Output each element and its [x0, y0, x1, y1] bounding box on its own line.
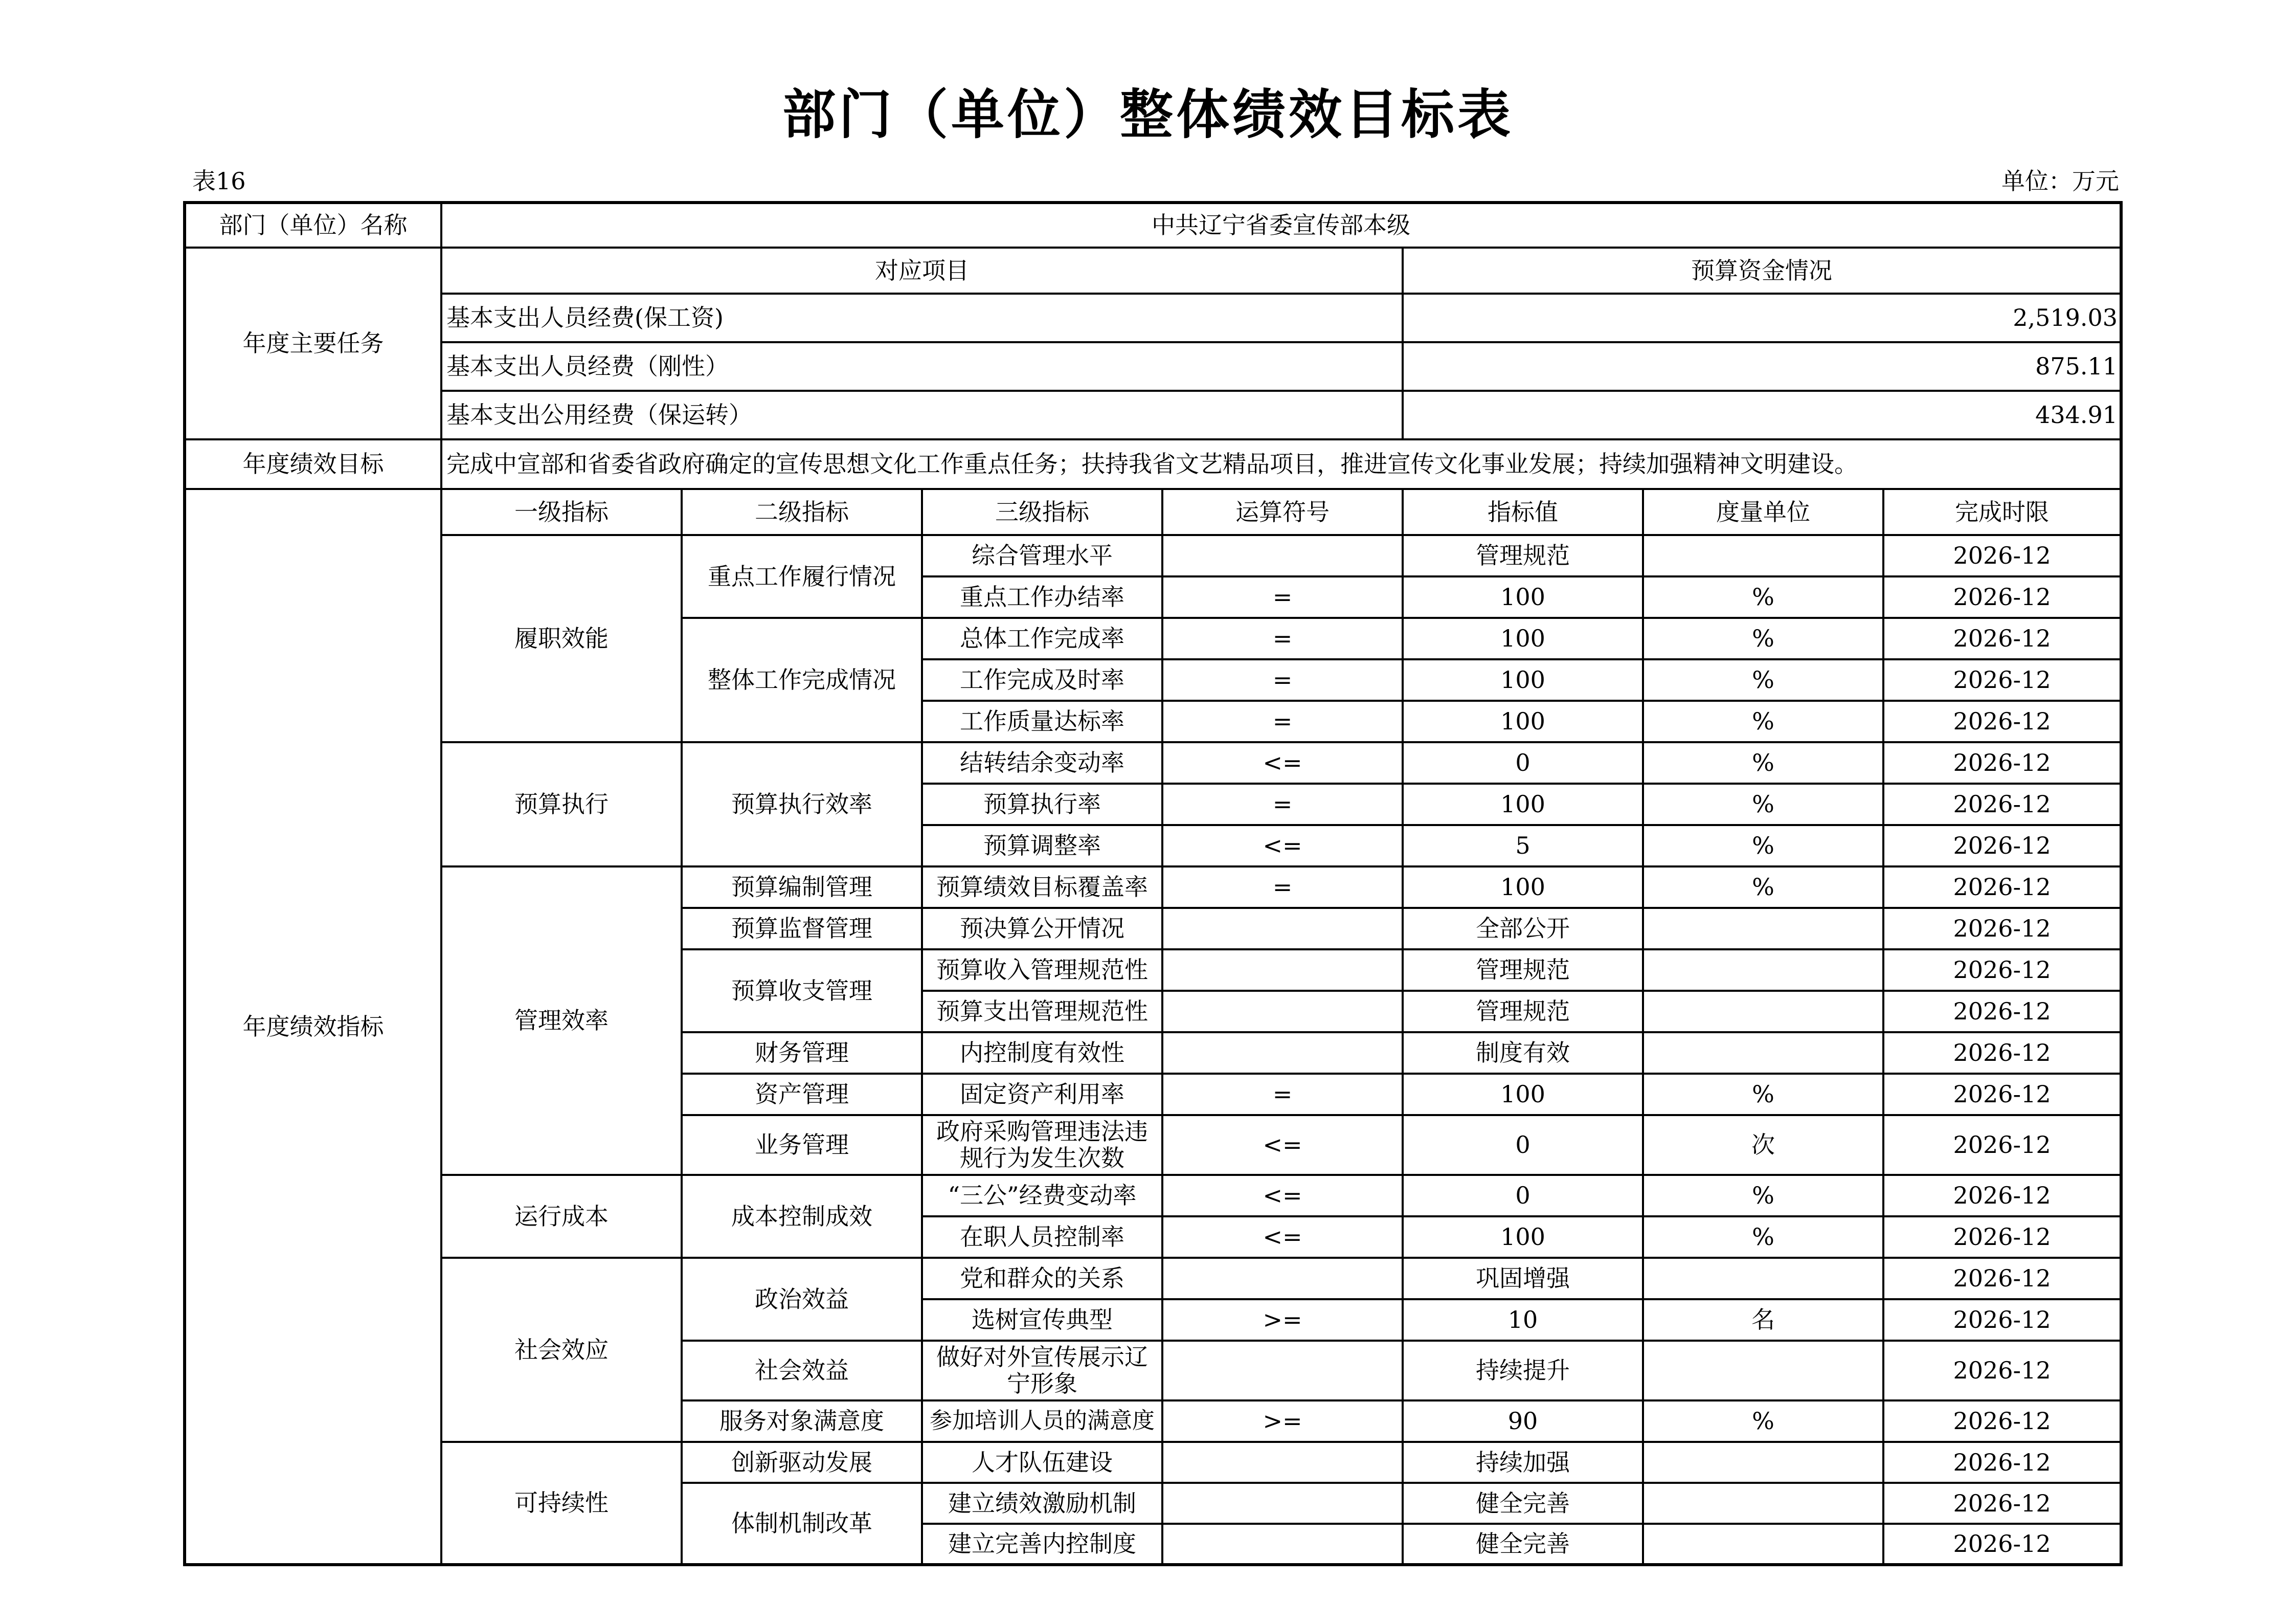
operator-cell: <=	[1162, 1216, 1403, 1258]
level2-cell: 业务管理	[682, 1115, 922, 1175]
level2-cell: 服务对象满意度	[682, 1400, 922, 1442]
unit-cell: %	[1643, 701, 1883, 742]
deadline-cell: 2026-12	[1883, 659, 2121, 701]
tasks-header-row	[185, 248, 2121, 294]
operator-cell	[1162, 1524, 1403, 1565]
operator-cell	[1162, 1258, 1403, 1299]
operator-cell: >=	[1162, 1299, 1403, 1341]
value-cell: 100	[1403, 659, 1643, 701]
operator-cell: <=	[1162, 1115, 1403, 1175]
operator-cell: <=	[1162, 742, 1403, 784]
table-row	[185, 1258, 2121, 1299]
deadline-cell: 2026-12	[1883, 825, 2121, 866]
unit-cell: %	[1643, 1175, 1883, 1216]
operator-cell	[1162, 1483, 1403, 1524]
value-cell: 5	[1403, 825, 1643, 866]
value-cell: 100	[1403, 618, 1643, 659]
dept-label: 部门（单位）名称	[185, 203, 441, 248]
level1-cell: 履职效能	[441, 535, 682, 742]
deadline-cell: 2026-12	[1883, 991, 2121, 1032]
unit-cell	[1643, 1483, 1883, 1524]
level3-cell: 内控制度有效性	[922, 1032, 1162, 1074]
level2-cell: 体制机制改革	[682, 1483, 922, 1565]
deadline-cell: 2026-12	[1883, 742, 2121, 784]
unit-cell	[1643, 1032, 1883, 1074]
level2-cell: 预算监督管理	[682, 908, 922, 949]
level3-cell: 建立绩效激励机制	[922, 1483, 1162, 1524]
table-row	[185, 1442, 2121, 1483]
task-project: 基本支出人员经费(保工资)	[441, 294, 1403, 342]
deadline-cell: 2026-12	[1883, 1524, 2121, 1565]
value-cell: 100	[1403, 701, 1643, 742]
value-cell: 100	[1403, 576, 1643, 618]
unit-cell: 次	[1643, 1115, 1883, 1175]
operator-cell	[1162, 908, 1403, 949]
tasks-col-budget: 预算资金情况	[1403, 248, 2121, 294]
value-cell: 10	[1403, 1299, 1643, 1341]
level3-cell: 做好对外宣传展示辽宁形象	[922, 1341, 1162, 1400]
level2-cell: 预算收支管理	[682, 949, 922, 1032]
level3-cell: 综合管理水平	[922, 535, 1162, 576]
deadline-cell: 2026-12	[1883, 1442, 2121, 1483]
operator-cell: =	[1162, 659, 1403, 701]
level3-cell: 预算收入管理规范性	[922, 949, 1162, 991]
operator-cell: =	[1162, 866, 1403, 908]
header-level3: 三级指标	[922, 489, 1162, 535]
goal-row	[185, 439, 2121, 489]
level2-cell: 资产管理	[682, 1074, 922, 1115]
deadline-cell: 2026-12	[1883, 908, 2121, 949]
unit-cell	[1643, 1341, 1883, 1400]
operator-cell	[1162, 1032, 1403, 1074]
operator-cell: <=	[1162, 825, 1403, 866]
value-cell: 健全完善	[1403, 1483, 1643, 1524]
level3-cell: 在职人员控制率	[922, 1216, 1162, 1258]
header-operator: 运算符号	[1162, 489, 1403, 535]
deadline-cell: 2026-12	[1883, 1258, 2121, 1299]
value-cell: 健全完善	[1403, 1524, 1643, 1565]
level1-cell: 运行成本	[441, 1175, 682, 1258]
level2-cell: 整体工作完成情况	[682, 618, 922, 742]
level1-cell: 预算执行	[441, 742, 682, 866]
value-cell: 100	[1403, 784, 1643, 825]
deadline-cell: 2026-12	[1883, 1032, 2121, 1074]
deadline-cell: 2026-12	[1883, 1216, 2121, 1258]
level2-cell: 政治效益	[682, 1258, 922, 1341]
operator-cell: =	[1162, 784, 1403, 825]
deadline-cell: 2026-12	[1883, 1074, 2121, 1115]
page-title: 部门（单位）整体绩效目标表	[782, 83, 1514, 146]
value-cell: 管理规范	[1403, 535, 1643, 576]
operator-cell	[1162, 949, 1403, 991]
unit-cell: %	[1643, 1400, 1883, 1442]
deadline-cell: 2026-12	[1883, 576, 2121, 618]
unit-cell: %	[1643, 618, 1883, 659]
deadline-cell: 2026-12	[1883, 1299, 2121, 1341]
unit-label: 单位：万元	[2001, 167, 2119, 195]
level1-cell: 社会效应	[441, 1258, 682, 1442]
value-cell: 90	[1403, 1400, 1643, 1442]
level2-cell: 创新驱动发展	[682, 1442, 922, 1483]
level1-cell: 管理效率	[441, 866, 682, 1175]
level3-cell: 预算执行率	[922, 784, 1162, 825]
unit-cell: %	[1643, 659, 1883, 701]
level3-cell: 工作完成及时率	[922, 659, 1162, 701]
header-level1: 一级指标	[441, 489, 682, 535]
indicators-label: 年度绩效指标	[185, 489, 441, 1565]
level2-cell: 社会效益	[682, 1341, 922, 1400]
unit-cell: %	[1643, 1074, 1883, 1115]
level2-cell: 成本控制成效	[682, 1175, 922, 1258]
unit-cell: 名	[1643, 1299, 1883, 1341]
task-project: 基本支出公用经费（保运转）	[441, 391, 1403, 439]
level3-cell: 政府采购管理违法违规行为发生次数	[922, 1115, 1162, 1175]
unit-cell: %	[1643, 742, 1883, 784]
value-cell: 100	[1403, 866, 1643, 908]
unit-cell: %	[1643, 784, 1883, 825]
operator-cell: =	[1162, 576, 1403, 618]
unit-cell	[1643, 1258, 1883, 1299]
level3-cell: 工作质量达标率	[922, 701, 1162, 742]
tasks-label: 年度主要任务	[185, 248, 441, 439]
unit-cell: %	[1643, 866, 1883, 908]
value-cell: 0	[1403, 1175, 1643, 1216]
table-row	[185, 391, 2121, 439]
operator-cell	[1162, 991, 1403, 1032]
level3-cell: 固定资产利用率	[922, 1074, 1162, 1115]
table-row	[185, 742, 2121, 784]
header-level2: 二级指标	[682, 489, 922, 535]
operator-cell: =	[1162, 701, 1403, 742]
value-cell: 管理规范	[1403, 991, 1643, 1032]
tasks-col-project: 对应项目	[441, 248, 1403, 294]
table-row	[185, 866, 2121, 908]
level3-cell: 选树宣传典型	[922, 1299, 1162, 1341]
table-number: 表16	[192, 167, 246, 195]
value-cell: 持续提升	[1403, 1341, 1643, 1400]
operator-cell: <=	[1162, 1175, 1403, 1216]
table-row	[185, 1175, 2121, 1216]
value-cell: 100	[1403, 1216, 1643, 1258]
value-cell: 0	[1403, 742, 1643, 784]
operator-cell: =	[1162, 618, 1403, 659]
performance-table	[183, 201, 2123, 1566]
header-value: 指标值	[1403, 489, 1643, 535]
table-row	[185, 535, 2121, 576]
unit-cell	[1643, 1524, 1883, 1565]
task-amount: 875.11	[1403, 342, 2121, 391]
task-project: 基本支出人员经费（刚性）	[441, 342, 1403, 391]
level3-cell: “三公”经费变动率	[922, 1175, 1162, 1216]
deadline-cell: 2026-12	[1883, 866, 2121, 908]
level2-cell: 财务管理	[682, 1032, 922, 1074]
operator-cell	[1162, 1341, 1403, 1400]
level2-cell: 重点工作履行情况	[682, 535, 922, 618]
level3-cell: 预算调整率	[922, 825, 1162, 866]
operator-cell: =	[1162, 1074, 1403, 1115]
value-cell: 0	[1403, 1115, 1643, 1175]
level3-cell: 参加培训人员的满意度	[922, 1400, 1162, 1442]
unit-cell	[1643, 535, 1883, 576]
table-row	[185, 294, 2121, 342]
deadline-cell: 2026-12	[1883, 784, 2121, 825]
level3-cell: 建立完善内控制度	[922, 1524, 1162, 1565]
deadline-cell: 2026-12	[1883, 1115, 2121, 1175]
deadline-cell: 2026-12	[1883, 618, 2121, 659]
deadline-cell: 2026-12	[1883, 949, 2121, 991]
dept-row	[185, 203, 2121, 248]
level3-cell: 结转结余变动率	[922, 742, 1162, 784]
level2-cell: 预算执行效率	[682, 742, 922, 866]
header-unit: 度量单位	[1643, 489, 1883, 535]
indicator-header-row	[185, 489, 2121, 535]
deadline-cell: 2026-12	[1883, 701, 2121, 742]
unit-cell: %	[1643, 1216, 1883, 1258]
value-cell: 全部公开	[1403, 908, 1643, 949]
unit-cell	[1643, 991, 1883, 1032]
unit-cell: %	[1643, 576, 1883, 618]
unit-cell: %	[1643, 825, 1883, 866]
level3-cell: 人才队伍建设	[922, 1442, 1162, 1483]
deadline-cell: 2026-12	[1883, 1341, 2121, 1400]
value-cell: 100	[1403, 1074, 1643, 1115]
dept-value: 中共辽宁省委宣传部本级	[441, 203, 2121, 248]
level3-cell: 党和群众的关系	[922, 1258, 1162, 1299]
level3-cell: 重点工作办结率	[922, 576, 1162, 618]
header-deadline: 完成时限	[1883, 489, 2121, 535]
operator-cell	[1162, 1442, 1403, 1483]
value-cell: 管理规范	[1403, 949, 1643, 991]
task-amount: 2,519.03	[1403, 294, 2121, 342]
level2-cell: 预算编制管理	[682, 866, 922, 908]
level3-cell: 预算绩效目标覆盖率	[922, 866, 1162, 908]
level1-cell: 可持续性	[441, 1442, 682, 1565]
deadline-cell: 2026-12	[1883, 1175, 2121, 1216]
level3-cell: 预算支出管理规范性	[922, 991, 1162, 1032]
table-row	[185, 342, 2121, 391]
value-cell: 巩固增强	[1403, 1258, 1643, 1299]
goal-label: 年度绩效目标	[185, 439, 441, 489]
unit-cell	[1643, 908, 1883, 949]
deadline-cell: 2026-12	[1883, 535, 2121, 576]
goal-text: 完成中宣部和省委省政府确定的宣传思想文化工作重点任务；扶持我省文艺精品项目，推进宣传文化事业发展；持续加强精神文明建设。	[441, 439, 2121, 489]
deadline-cell: 2026-12	[1883, 1483, 2121, 1524]
deadline-cell: 2026-12	[1883, 1400, 2121, 1442]
value-cell: 制度有效	[1403, 1032, 1643, 1074]
task-amount: 434.91	[1403, 391, 2121, 439]
operator-cell: >=	[1162, 1400, 1403, 1442]
level3-cell: 预决算公开情况	[922, 908, 1162, 949]
operator-cell	[1162, 535, 1403, 576]
unit-cell	[1643, 1442, 1883, 1483]
value-cell: 持续加强	[1403, 1442, 1643, 1483]
level3-cell: 总体工作完成率	[922, 618, 1162, 659]
unit-cell	[1643, 949, 1883, 991]
